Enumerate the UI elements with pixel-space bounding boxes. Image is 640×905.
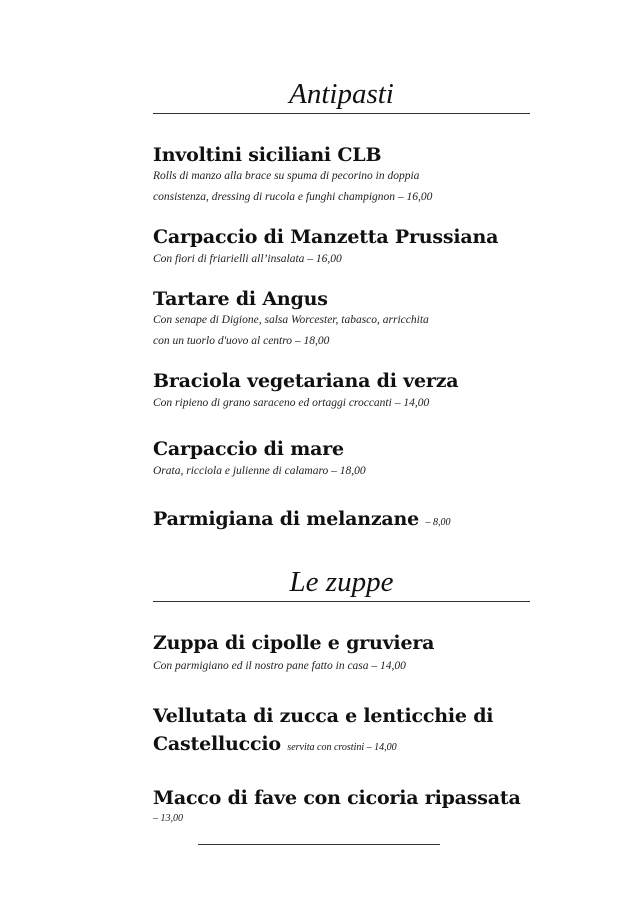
description-line: con un tuorlo d'uovo al centro – 18,00 bbox=[153, 335, 330, 347]
description-line: Con senape di Digione, salsa Worcester, tabasco, arricchita bbox=[153, 314, 429, 326]
section-title-zuppe: Le zuppe bbox=[289, 566, 394, 598]
description-line: Rolls di manzo alla brace su spuma di pecorino in doppia bbox=[153, 170, 420, 182]
dish-name-text: Parmigiana di melanzane bbox=[153, 508, 420, 530]
dish-description bbox=[153, 461, 493, 482]
section-divider bbox=[153, 601, 530, 602]
dish-name: Zuppa di cipolle e gruviera bbox=[153, 632, 435, 654]
dish-description bbox=[153, 310, 493, 352]
dish-price: – 13,00 bbox=[153, 813, 183, 824]
dish-note: servita con crostini – 14,00 bbox=[287, 742, 397, 753]
description-line: Con fiori di friarielli all’insalata – 16,00 bbox=[153, 253, 342, 265]
footer-divider bbox=[198, 844, 440, 845]
dish-name: Braciola vegetariana di verza bbox=[153, 370, 459, 392]
dish-description bbox=[153, 393, 493, 414]
dish-name: Carpaccio di mare bbox=[153, 438, 344, 460]
dish-name: Involtini siciliani CLB bbox=[153, 144, 382, 166]
dish-name-with-price bbox=[153, 506, 450, 536]
dish-name: Vellutata di zucca e lenticchie di bbox=[153, 705, 494, 727]
description-line: Orata, ricciola e julienne di calamaro – 18,00 bbox=[153, 465, 366, 477]
dish-description bbox=[153, 656, 493, 677]
section-title-antipasti: Antipasti bbox=[289, 78, 394, 110]
description-line: consistenza, dressing di rucola e funghi champignon – 16,00 bbox=[153, 191, 433, 203]
dish-description bbox=[153, 166, 493, 208]
dish-price: – 8,00 bbox=[425, 517, 451, 528]
dish-name: Carpaccio di Manzetta Prussiana bbox=[153, 226, 499, 248]
dish-name-text: Castelluccio bbox=[153, 733, 281, 755]
dish-name-with-note bbox=[153, 731, 397, 761]
description-line: Con parmigiano ed il nostro pane fatto in casa – 14,00 bbox=[153, 660, 406, 672]
section-divider bbox=[153, 113, 530, 114]
description-line: Con ripieno di grano saraceno ed ortaggi croccanti – 14,00 bbox=[153, 397, 430, 409]
dish-name: Tartare di Angus bbox=[153, 288, 328, 310]
dish-name: Macco di fave con cicoria ripassata bbox=[153, 787, 521, 809]
dish-description bbox=[153, 249, 493, 270]
